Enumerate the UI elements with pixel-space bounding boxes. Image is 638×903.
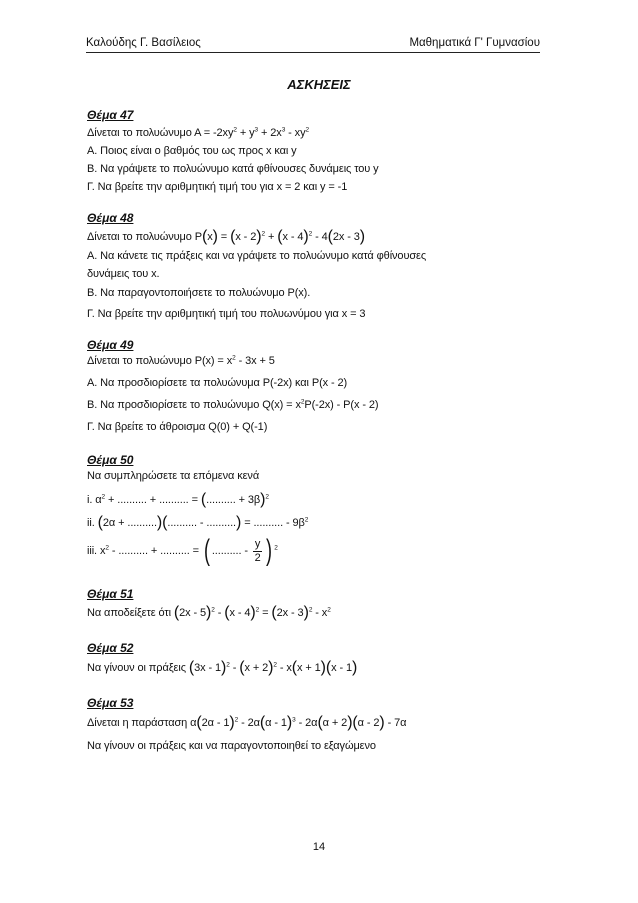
section-52-title: Θέμα 52 [87, 641, 134, 655]
section-50-item-ii: ii. (2α + ..........)(.......... - ..........) = .......... - $9\beta^2$ [87, 514, 309, 531]
section-52-statement: Να γίνουν οι πράξεις $(3x - 1)^2 - (x + 2)^2 - x(x + 1)(x - 1)$ [87, 659, 358, 676]
section-48-question-c: Γ. Να βρείτε την αριθμητική τιμή του πολυωνύμου για x = 3 [87, 308, 366, 320]
section-50-item-iii: iii. $x^2$ - .......... + .......... = ( .......... - $\frac{y}{2}$ ) $^2$ [87, 534, 278, 567]
section-50-title: Θέμα 50 [87, 453, 134, 467]
section-49-question-b: Β. Να προσδιορίσετε το πολυώνυμο $Q(x) = x^2P(-2x) - P(x - 2)$ [87, 398, 379, 411]
section-50-item-i: i. $\alpha^2$ + .......... + .......... = (.......... + 3β)$^2$ [87, 491, 269, 508]
header-course: Μαθηματικά Γ' Γυμνασίου [409, 37, 540, 49]
section-49-question-c: Γ. Να βρείτε το άθροισμα Q(0) + Q(-1) [87, 421, 268, 433]
section-47-question-c: Γ. Να βρείτε την αριθμητική τιμή του για x = 2 και y = -1 [87, 181, 348, 193]
page-number: 14 [312, 841, 326, 853]
page-title: ΑΣΚΗΣΕΙΣ [287, 77, 351, 92]
section-47-title: Θέμα 47 [87, 108, 134, 122]
section-50-intro: Να συμπληρώσετε τα επόμενα κενά [87, 470, 260, 482]
page-header [86, 38, 540, 53]
section-48-intro: Δίνεται το πολυώνυμο P(x) = (x - 2)$^2$ + (x - 4)$^2$ - 4(2x - 3) [87, 228, 366, 245]
section-48-question-b: Β. Να παραγοντοποιήσετε το πολυώνυμο P(x). [87, 287, 311, 299]
section-49-intro: Δίνεται το πολυώνυμο $P(x) = x^2 - 3x + 5$ [87, 354, 275, 367]
section-48-title: Θέμα 48 [87, 211, 134, 225]
section-47-question-a: Α. Ποιος είναι ο βαθμός του ως προς x και y [87, 145, 297, 157]
section-51-statement: Να αποδείξετε ότι $(2x - 5)^2 - (x - 4)^2 = (2x - 3)^2 - x^2$ [87, 604, 331, 621]
section-53-question: Να γίνουν οι πράξεις και να παραγοντοποιηθεί το εξαγώμενο [87, 740, 376, 752]
section-48-question-a: Α. Να κάνετε τις πράξεις και να γράψετε το πολυώνυμο κατά φθίνουσες [87, 250, 427, 262]
section-49-title: Θέμα 49 [87, 338, 134, 352]
header-author: Καλούδης Γ. Βασίλειος [86, 37, 201, 49]
fraction-y-over-2: $\frac{y}{2}$ [254, 537, 261, 564]
section-53-title: Θέμα 53 [87, 696, 134, 710]
section-48-question-a-cont: δυνάμεις του x. [87, 268, 160, 280]
section-49-question-a: Α. Να προσδιορίσετε τα πολυώνυμα P(-2x) και P(x - 2) [87, 377, 348, 389]
section-47-intro: Δίνεται το πολυώνυμο $A = -2xy^2 + y^3 + 2x^3 - xy^2$ [87, 126, 309, 139]
section-47-question-b: Β. Να γράψετε το πολυώνυμο κατά φθίνουσες δυνάμεις του y [87, 163, 379, 175]
section-51-title: Θέμα 51 [87, 587, 134, 601]
section-53-statement: Δίνεται η παράσταση α(2α - 1)$^2$ - 2α(α - 1)$^3$ - 2α(α + 2)(α - 2) - 7α [87, 714, 407, 731]
